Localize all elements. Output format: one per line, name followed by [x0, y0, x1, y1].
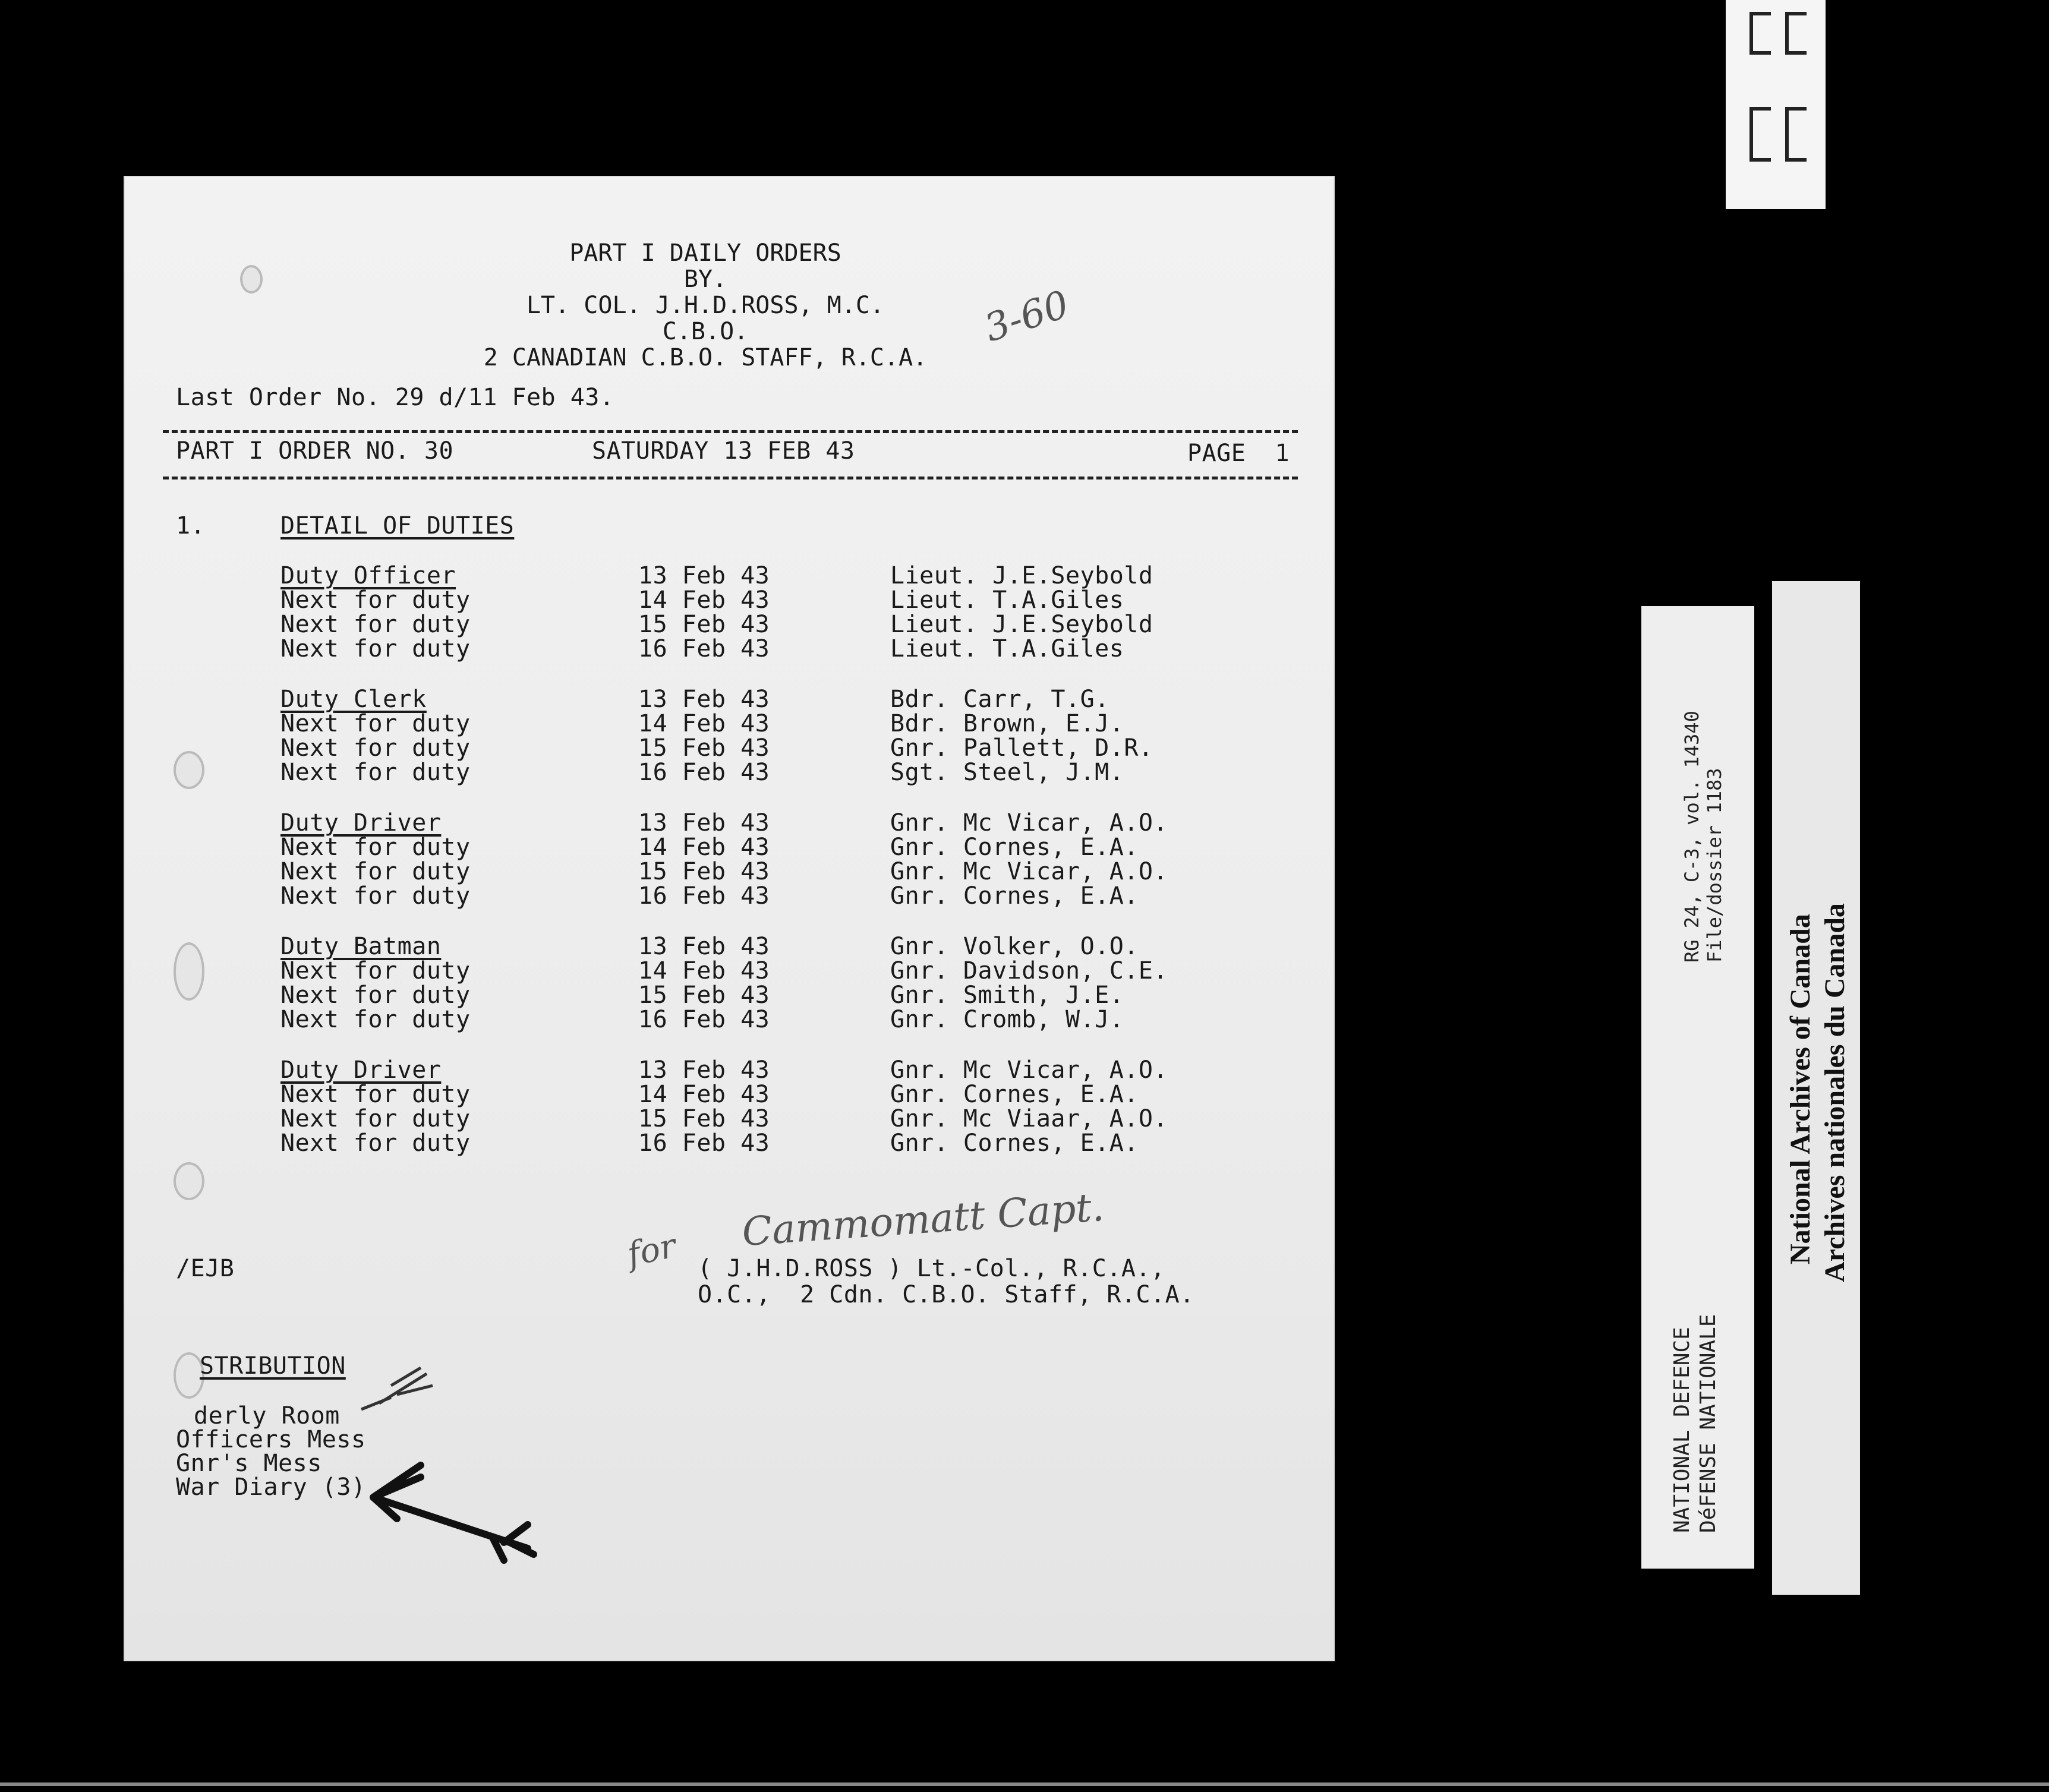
duty-person: Gnr. Mc Viaar, A.O.	[890, 1105, 1168, 1132]
divider-top	[163, 430, 1298, 433]
punch-hole-2	[174, 751, 204, 789]
duty-date: 16 Feb 43	[638, 1130, 770, 1157]
punch-hole-3	[174, 942, 204, 1001]
divider-bottom	[163, 477, 1298, 479]
duty-next: Next for duty	[280, 759, 471, 786]
check-mark-icon	[355, 1362, 439, 1427]
duty-next: Next for duty	[280, 834, 471, 861]
duty-person: Lieut. T.A.Giles	[890, 635, 1124, 662]
duty-date: 13 Feb 43	[638, 1056, 770, 1084]
duty-person: Bdr. Brown, E.J.	[890, 710, 1124, 737]
duty-next: Next for duty	[280, 1006, 471, 1033]
section-title: DETAIL OF DUTIES	[280, 512, 515, 540]
header	[100, 240, 1311, 371]
archive-ref-1: RG 24, C-3, vol. 14340	[1681, 711, 1703, 963]
duty-title: Duty Batman	[280, 933, 442, 960]
duty-date: 15 Feb 43	[638, 734, 770, 762]
header-by: BY.	[683, 266, 727, 293]
distribution-title: STRIBUTION	[200, 1352, 346, 1380]
duty-next: Next for duty	[280, 734, 471, 762]
signature-for: for	[624, 1226, 680, 1274]
duty-date: 13 Feb 43	[638, 933, 770, 960]
duty-person: Lieut. T.A.Giles	[890, 586, 1124, 614]
duty-date: 14 Feb 43	[638, 957, 770, 985]
duty-next: Next for duty	[280, 858, 471, 885]
duty-person: Bdr. Carr, T.G.	[890, 686, 1109, 713]
duty-date: 15 Feb 43	[638, 611, 770, 638]
last-order: Last Order No. 29 d/11 Feb 43.	[176, 384, 614, 411]
duty-person: Gnr. Cromb, W.J.	[890, 1006, 1124, 1033]
header-unit: 2 CANADIAN C.B.O. STAFF, R.C.A.	[483, 344, 928, 371]
archive-reference-strip	[1641, 606, 1754, 1569]
duty-person: Gnr. Davidson, C.E.	[890, 957, 1168, 985]
duty-person: Gnr. Cornes, E.A.	[890, 1130, 1139, 1157]
header-role: C.B.O.	[662, 318, 749, 345]
signature-line-2: O.C., 2 Cdn. C.B.O. Staff, R.C.A.	[698, 1281, 1194, 1308]
distribution-item: War Diary (3)	[176, 1474, 366, 1501]
arrow-icon	[361, 1459, 540, 1578]
duty-next: Next for duty	[280, 982, 471, 1009]
duty-date: 16 Feb 43	[638, 759, 770, 786]
signature-line-1: ( J.H.D.ROSS ) Lt.-Col., R.C.A.,	[698, 1255, 1165, 1282]
duty-next: Next for duty	[280, 882, 471, 910]
duty-next: Next for duty	[280, 586, 471, 614]
duty-next: Next for duty	[280, 1081, 471, 1108]
duty-person: Lieut. J.E.Seybold	[890, 562, 1153, 589]
document-page	[124, 176, 1335, 1661]
archive-ref-2: File/dossier 1183	[1703, 768, 1726, 963]
duty-title: Duty Officer	[280, 562, 456, 589]
duty-date: 13 Feb 43	[638, 809, 770, 837]
initials: /EJB	[176, 1255, 235, 1282]
duty-date: 14 Feb 43	[638, 834, 770, 861]
duty-person: Gnr. Pallett, D.R.	[890, 734, 1153, 762]
order-number: PART I ORDER NO. 30	[176, 437, 454, 465]
nac-english: National Archives of Canada	[1785, 914, 1816, 1264]
duty-date: 14 Feb 43	[638, 586, 770, 614]
duty-date: 13 Feb 43	[638, 562, 770, 589]
duty-person: Gnr. Cornes, E.A.	[890, 882, 1139, 910]
duty-date: 16 Feb 43	[638, 1006, 770, 1033]
duty-date: 16 Feb 43	[638, 635, 770, 662]
header-commander: LT. COL. J.H.D.ROSS, M.C.	[526, 292, 885, 319]
national-archives-strip	[1772, 581, 1860, 1595]
duty-next: Next for duty	[280, 635, 471, 662]
archive-dept-1: NATIONAL DEFENCE	[1670, 1327, 1694, 1533]
handwritten-number: 3-60	[979, 282, 1074, 351]
duty-person: Gnr. Cornes, E.A.	[890, 834, 1139, 861]
section-number: 1.	[176, 512, 206, 540]
nac-french: Archives nationales du Canada	[1819, 903, 1851, 1282]
order-date: SATURDAY 13 FEB 43	[592, 437, 855, 465]
duty-date: 16 Feb 43	[638, 882, 770, 910]
page-number: PAGE 1	[1187, 440, 1290, 467]
duty-date: 15 Feb 43	[638, 858, 770, 885]
duty-date: 15 Feb 43	[638, 982, 770, 1009]
duty-person: Gnr. Mc Vicar, A.O.	[890, 858, 1168, 885]
distribution-item: derly Room	[194, 1402, 340, 1430]
duty-person: Lieut. J.E.Seybold	[890, 611, 1153, 638]
duty-date: 14 Feb 43	[638, 1081, 770, 1108]
duty-person: Gnr. Cornes, E.A.	[890, 1081, 1139, 1108]
duty-person: Gnr. Mc Vicar, A.O.	[890, 1056, 1168, 1084]
duty-title: Duty Driver	[280, 1056, 442, 1084]
duty-date: 13 Feb 43	[638, 686, 770, 713]
duty-next: Next for duty	[280, 1130, 471, 1157]
duty-next: Next for duty	[280, 611, 471, 638]
distribution-item: Gnr's Mess	[176, 1450, 322, 1477]
duty-next: Next for duty	[280, 1105, 471, 1132]
duty-title: Duty Driver	[280, 809, 442, 837]
duty-date: 14 Feb 43	[638, 710, 770, 737]
duty-next: Next for duty	[280, 957, 471, 985]
duty-person: Gnr. Smith, J.E.	[890, 982, 1124, 1009]
header-title: PART I DAILY ORDERS	[569, 239, 841, 267]
bottom-film-edge	[0, 1782, 2049, 1786]
duty-title: Duty Clerk	[280, 686, 427, 713]
duty-person: Sgt. Steel, J.M.	[890, 759, 1124, 786]
signature-handwritten: Cammomatt Capt.	[740, 1184, 1106, 1255]
duty-person: Gnr. Volker, O.O.	[890, 933, 1139, 960]
film-edge-tag	[1726, 0, 1826, 209]
duty-person: Gnr. Mc Vicar, A.O.	[890, 809, 1168, 837]
duty-next: Next for duty	[280, 710, 471, 737]
archive-dept-2: DéFENSE NATIONALE	[1696, 1314, 1720, 1533]
distribution-item: Officers Mess	[176, 1426, 366, 1453]
punch-hole-4	[174, 1162, 204, 1200]
duty-date: 15 Feb 43	[638, 1105, 770, 1132]
